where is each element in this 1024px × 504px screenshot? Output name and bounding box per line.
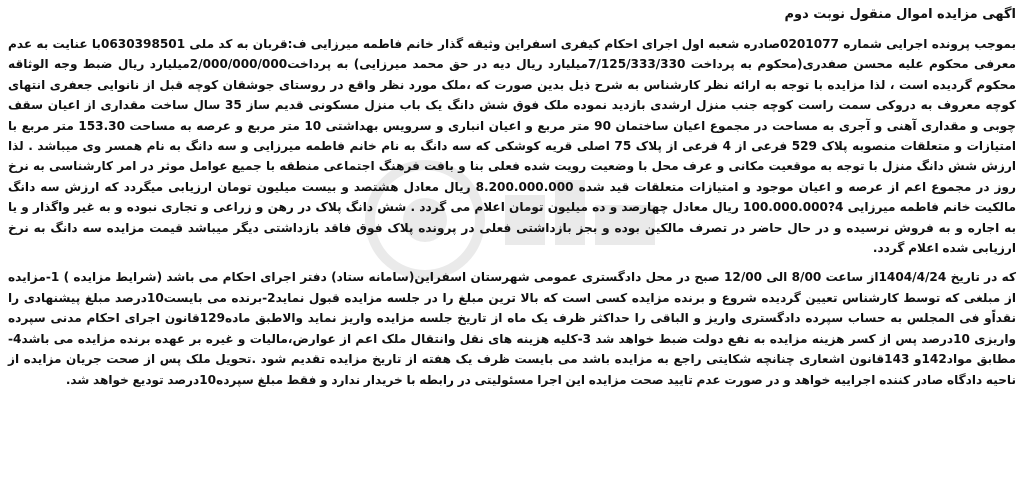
notice-title: اگهی مزایده اموال منقول نوبت دوم: [784, 7, 1016, 22]
notice-paragraph-case-details: بموجب پرونده اجرایی شماره 0201077صادره شعبه اول اجرای احکام کیفری اسفراین وثیقه گذار خانم فاطمه میرزایی ف:قربان به کد ملی 0630398501با عنایت به عدم معرفی محکوم علیه محسن صفدری(محکوم به پرداخت 7/125/333/330میلیارد ریال دیه در حق محمد میرزایی) به پرداخت2/000/000/000میلیارد ریال ضبط وجه الوثاقه محکوم گردیده است ، لذا مزایده با توجه به ارائه نظر کارشناس به شرح ذیل بدین صورت که ،ملک مورد نظر واقع در روستای جوشقان کوچه قبل از نانوایی جعفری انتهای کوچه معروف به دروکی سمت راست کوچه جنب منزل ارشدی بازدید نموده ملک فوق شش دانگ یک باب منزل مسکونی قدیم ساز 35 سال ساخت مقداری از اعیان سقف چوبی و مقداری آهنی و آجری به مساحت در مجموع اعیان ساختمان 90 متر مربع و اعیان انباری و سرویس بهداشتی 10 متر مربع و عرصه به مساحت 153.30 متر مربع با امتیازات و متعلقات منصوبه پلاک 529 فرعی از 4 فرعی از پلاک 75 اصلی قریه کوشکی که سه دانگ به نام خانم فاطمه میرزایی و سه دانگ به نام همسر وی میباشد . لذا ارزش شش دانگ منزل با توجه به موقعیت مکانی و عرف محل با وضعیت رویت شده فعلی بنا و بافت فرهنگ اجتماعی منطقه با جمیع عوامل موثر در امر کارشناسی به نرخ روز در مجموع اعم از عرصه و اعیان موجود و امتیازات متعلقات قید شده 8.200.000.000 ریال معادل هشتصد و بیست میلیون تومان ارزیابی میگردد که ارزش سه دانگ مالکیت خانم فاطمه میرزایی 4?100.000.000 ریال معادل چهارصد و ده میلیون تومان اعلام می گردد . شش دانگ پلاک در رهن و زراعی و تجاری نبوده و به غیر واگذار و یا به اجاره و به فروش نرسیده و در حال حاضر در تصرف مالکین بوده و بجز بازداشتی فعلی در پرونده پلاک فوق فاقد بازداشتی دیگر میباشد قیمت مزایده سه دانگ به نرخ ارزیابی شده اعلام گردد.: [8, 37, 1017, 256]
notice-paragraph-auction-terms: که در تاریخ 1404/4/24از ساعت 8/00 الی 12/00 صبح در محل دادگستری عمومی شهرستان اسفراین(سامانه ستاد) دفتر اجرای احکام می باشد (شرایط مزایده ) 1-مزایده از مبلغی که توسط کارشناس تعیین گردیده شروع و برنده مزایده کسی است که بالا ترین مبلغ را در جلسه مزایده قبول نماید2-برنده می بایست10درصد مبلغ پیشنهادی را نقداًو فی المجلس به حساب سپرده دادگستری واریز و الباقی را حداکثر ظرف یک ماه از تاریخ جلسه مزایده واریز نماید والاطبق ماده129قانون اجرای احکام مدنی سپرده واریزی 10درصد پس از کسر هزینه مزایده به نفع دولت ضبط خواهد شد 3-کلیه هزینه های نقل وانتقال ملک اعم از عوارض،مالیات و غیره بر عهده برنده مزایده می باشد4-مطابق مواد142و 143قانون اشعاری چنانچه شکایتی راجع به مزایده باشد می بایست ظرف یک هفته از تاریخ مزایده تقدیم شود .تحویل ملک پس از صحت جریان مزایده از ناحیه دادگاه صادر کننده اجراییه خواهد و در صورت عدم تایید صحت مزایده این اجرا مسئولیتی در رابطه با خریدار ندارد و فقط مبلغ سپرده10درصد تودیع خواهد شد.: [8, 270, 1017, 387]
